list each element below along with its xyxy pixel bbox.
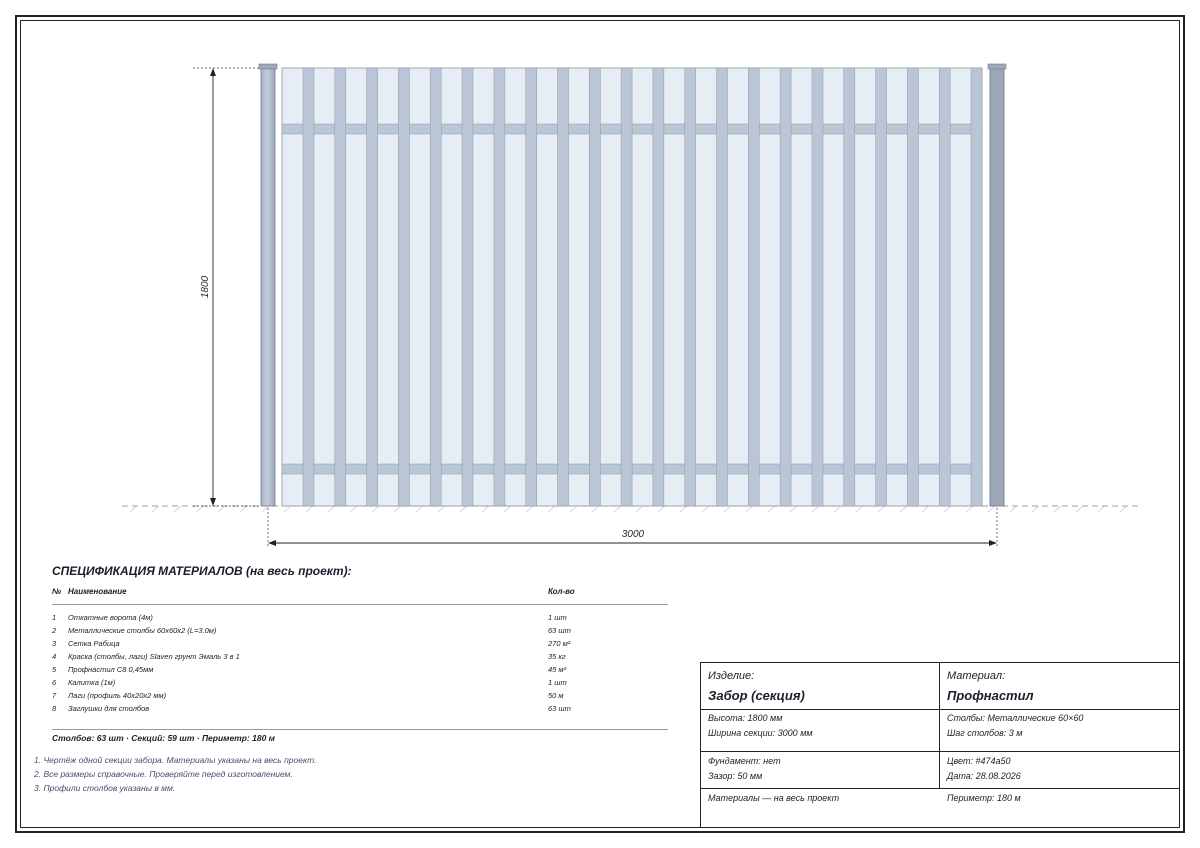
perimeter-text: Периметр: 180 м [947,793,1021,803]
note-line: 2. Все размеры справочные. Проверяйте перед изготовлением. [34,769,293,779]
ground-hatch-line [658,506,665,512]
ground-hatch-line [240,506,247,512]
ground-hatch-line [1032,506,1039,512]
fence-board [398,68,409,506]
spec-col-name: Наименование [68,587,127,596]
ground-hatch-line [416,506,423,512]
ground-hatch-line [394,506,401,512]
ground-hatch-line [834,506,841,512]
table-row [52,702,668,715]
ground-hatch-line [1076,506,1083,512]
fence-board [303,68,314,506]
ground-hatch-line [812,506,819,512]
spec-col-num: № [52,587,62,596]
row-qty: 1 шт [548,613,567,622]
note-line: 3. Профили столбов указаны в мм. [34,783,176,793]
ground-hatch-line [350,506,357,512]
posts-cell [940,711,1179,741]
table-row [52,689,668,702]
row-name: Калитка (1м) [68,678,116,687]
fence-board [621,68,632,506]
material-cell [940,667,1179,707]
title-block-rule [701,788,1179,789]
height-dim-arrow-bottom [210,498,216,506]
left-post [261,68,275,506]
fence-board [653,68,664,506]
product-value: Забор (секция) [708,688,805,703]
ground-hatch-line [900,506,907,512]
fence-board [526,68,537,506]
table-row [52,637,668,650]
row-num: 8 [52,704,57,713]
notes [34,753,316,795]
row-num: 4 [52,652,57,661]
ground-hatch-line [724,506,731,512]
fence-board [876,68,887,506]
height-text: Высота: 1800 мм [708,713,783,723]
ground-hatch-line [130,506,137,512]
product-caption: Изделие: [708,670,755,682]
color-text: Цвет: #474a50 [947,756,1011,766]
post-step-text: Шаг столбов: 3 м [947,728,1023,738]
fence-board [558,68,569,506]
ground-hatch-line [702,506,709,512]
spec-summary: Столбов: 63 шт · Секций: 59 шт · Периметр: 180 м [52,729,668,743]
ground-hatch-line [482,506,489,512]
ground-hatch-line [570,506,577,512]
ground-hatch-line [438,506,445,512]
fence-board [589,68,600,506]
ground-hatch-line [196,506,203,512]
ground-hatch-line [966,506,973,512]
table-row [52,650,668,663]
material-caption: Материал: [947,670,1006,682]
ground-hatch-line [284,506,291,512]
fence-board [971,68,982,506]
left-post-cap [259,64,277,69]
fence-board [939,68,950,506]
ground-hatch-line [636,506,643,512]
row-name: Сетка Рабица [68,639,120,648]
ground-hatch-line [218,506,225,512]
color-cell [940,754,1179,784]
spec-col-qty: Кол-во [548,587,575,596]
materials-note-text: Материалы — на весь проект [708,793,840,803]
ground-hatch-line [746,506,753,512]
row-num: 1 [52,613,57,622]
ground-hatch-line [306,506,313,512]
ground-hatch-line [1010,506,1017,512]
width-dim-label: 3000 [621,529,645,540]
table-row [52,611,668,624]
row-name: Профнастил С8 0,45мм [68,665,154,674]
row-num: 5 [52,665,57,674]
title-block-rule [701,709,1179,710]
ground-hatch-line [922,506,929,512]
fence-board [907,68,918,506]
ground-hatch [130,506,1127,512]
row-qty: 270 м² [548,639,571,648]
fence-board [844,68,855,506]
ground-hatch-line [856,506,863,512]
fence-board [717,68,728,506]
ground-hatch-line [1120,506,1127,512]
ground-hatch-line [504,506,511,512]
ground-hatch-line [614,506,621,512]
width-dim-arrow-right [989,540,997,546]
product-cell [701,667,939,707]
row-qty: 63 шт [548,626,571,635]
note-line: 1. Чертёж одной секции забора. Материалы указаны на весь проект. [34,755,317,765]
perimeter-cell [940,791,1179,806]
fence-board [367,68,378,506]
row-num: 7 [52,691,57,700]
ground-hatch-line [944,506,951,512]
ground-hatch-line [174,506,181,512]
material-value: Профнастил [947,688,1034,703]
row-name: Лаги (профиль 40х20х2 мм) [68,691,167,700]
row-num: 2 [52,626,57,635]
spec-title: СПЕЦИФИКАЦИЯ МАТЕРИАЛОВ (на весь проект): [52,564,352,578]
ground-hatch-line [372,506,379,512]
posts-text: Столбы: Металлические 60×60 [947,713,1084,723]
fence-board [812,68,823,506]
ground-hatch-line [1098,506,1105,512]
fence-board [430,68,441,506]
right-post [990,68,1004,506]
right-post-cap [988,64,1006,69]
ground-hatch-line [768,506,775,512]
ground-hatch-line [152,506,159,512]
dimensions-cell [701,711,939,741]
row-qty: 50 м [548,691,564,700]
table-row [52,624,668,637]
ground-hatch-line [548,506,555,512]
ground-hatch-line [878,506,885,512]
foundation-text: Фундамент: нет [708,756,781,766]
row-qty: 1 шт [548,678,567,687]
fence-board [780,68,791,506]
table-row [52,663,668,676]
row-num: 3 [52,639,57,648]
table-row [52,676,668,689]
height-dim-label: 1800 [200,275,211,299]
row-qty: 45 м² [548,665,567,674]
date-text: Дата: 28.08.2026 [947,771,1021,781]
fence-board [748,68,759,506]
row-name: Заглушки для столбов [68,704,150,713]
title-block [700,662,1180,828]
gap-text: Зазор: 50 мм [708,771,763,781]
title-block-rule [701,751,1179,752]
fence-board [462,68,473,506]
materials-note-cell [701,791,939,806]
row-num: 6 [52,678,57,687]
fence-board [494,68,505,506]
ground-hatch-line [790,506,797,512]
spec-header-row [52,586,668,605]
ground-hatch-line [988,506,995,512]
fence-board [335,68,346,506]
section-width-text: Ширина секции: 3000 мм [708,728,813,738]
row-qty: 35 кг [548,652,566,661]
row-name: Краска (столбы, лаги) Slaven грунт Эмаль 3 в 1 [68,652,240,661]
ground-hatch-line [1054,506,1061,512]
row-qty: 63 шт [548,704,571,713]
ground-hatch-line [526,506,533,512]
ground-hatch-line [460,506,467,512]
fence-board [685,68,696,506]
row-name: Металлические столбы 60х60х2 (L=3.0м) [68,626,217,635]
height-dim-arrow-top [210,68,216,76]
ground-hatch-line [680,506,687,512]
spec-table [52,586,668,715]
ground-hatch-line [592,506,599,512]
width-dim-arrow-left [268,540,276,546]
row-name: Откатные ворота (4м) [68,613,153,622]
ground-hatch-line [328,506,335,512]
foundation-cell [701,754,939,784]
